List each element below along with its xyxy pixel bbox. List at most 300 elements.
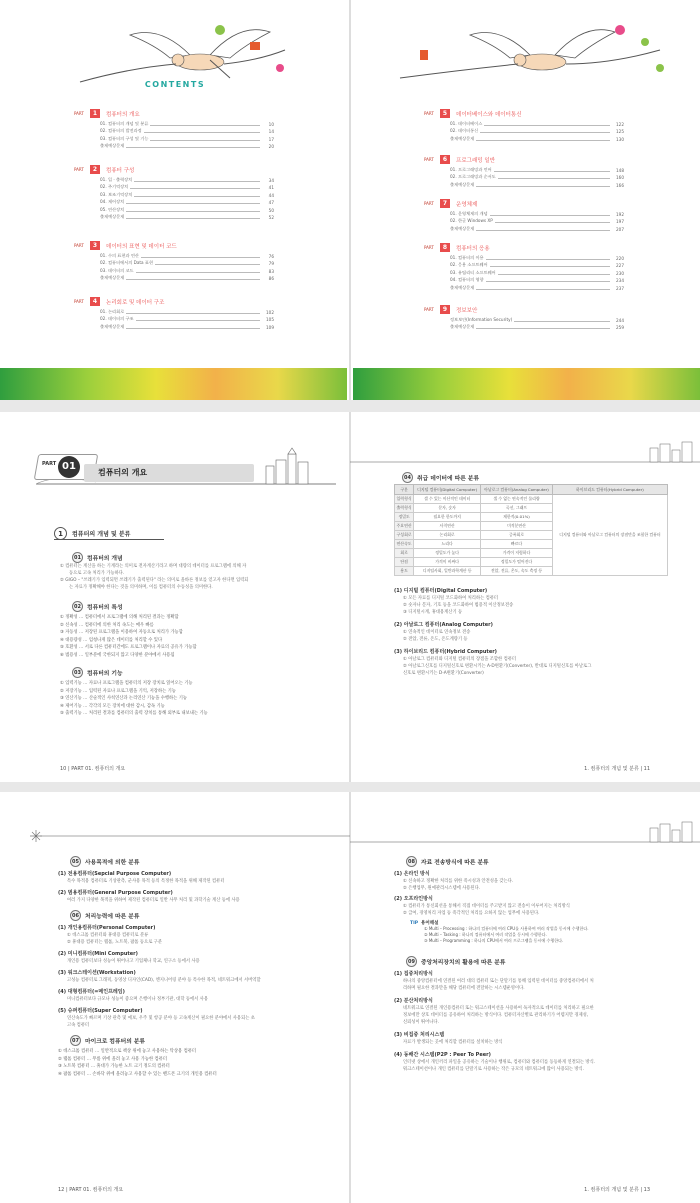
header-buildings-illustration-icon	[350, 440, 700, 468]
toc-leader	[480, 132, 610, 133]
toc-leader	[150, 140, 260, 141]
toc-page-number: 83	[268, 268, 274, 274]
page-10-body: 01 컴퓨터의 개념 ① 컴퓨터는 계산을 하는 기계라는 의미로 전자계산기라고 하며 대량의 데이터를 프로그램에 의해 자 동으로 고속 처리가 가능하다. ② GIGO – "쓰레기가 입력되면 쓰레기가 출력된다" 라는 의미로 올바른 정보를 얻고자 한다면 입력되 는 자료가 정확해야 한다는 것을 의미하며, 이를 컴퓨터의 수동성을 의미한다. 02 컴퓨터의 특성 ① 정확성 … 컴퓨터에서 프로그램에 의해 처리된 결과는 정확함 ② 신속성 … 컴퓨터에 의한 처리 속도는 매우 빠름 ③ 자동성 … 저장된 프로그램을 이용하여 자동으로 처리가 가능함 ④ 대용량성 … 엄청나게 많은 데이터를 처리할 수 있다 ⑤ 호환성 … 서로 다른 컴퓨터간에도 프로그램이나 자료의 공유가 가능함 ⑥ 범용성 … 일부분에 국한되지 않고 다양한 분야에서 사용됨 03 컴퓨터의 기능 ① 입력기능 … 자료나 프로그램을 컴퓨터의 저장 장치로 읽어오는 기능 ② 저장기능 … 입력된 자료나 프로그램을 기억, 저장하는 기능 ③ 연산기능 … 산술적인 사칙연산과 논리연산 기능을 수행하는 기능 ④ 제어기능 … 각각의 모든 장치에 대한 감시, 감독 기능 ⑤ 출력기능 … 처리된 결과를 컴퓨터의 출력 장치를 통해 외부로 내보내는 기능	[60, 552, 335, 718]
pages-10-11-spread	[0, 412, 700, 782]
toc-page-number: 192	[616, 211, 624, 217]
subsection	[394, 970, 676, 992]
toc-leader	[126, 313, 260, 314]
toc-entry-title: 출제예상문제	[450, 284, 475, 290]
toc-entry-title: 02. 응용 소프트웨어	[450, 262, 488, 267]
toc-entry-title: 01. 컴퓨터의 개념 및 분류	[100, 120, 149, 126]
toc-page-number: 41	[268, 185, 274, 190]
toc-leader	[498, 178, 610, 179]
list-item: ② 저장기능 … 입력된 자료나 프로그램을 기억, 저장하는 기능	[60, 688, 176, 694]
toc-entry-title: 출제예상문제	[450, 135, 475, 141]
subsection-title: (2) 분산처리방식	[394, 998, 433, 1004]
toc-entry	[424, 253, 624, 261]
toc-leader	[134, 181, 260, 182]
subsection-heading: 04 취급 데이터에 따른 분류	[402, 472, 479, 483]
subsection-line: ① 연속적인 데이터로 연속정보 전송	[403, 630, 471, 635]
toc-part-heading	[424, 108, 624, 119]
toc-part-block	[424, 304, 624, 330]
toc-entry	[74, 198, 274, 206]
part-number-badge: 3	[90, 241, 100, 250]
toc-entry-title: 02. 컴퓨터에서의 Data 표현	[100, 260, 154, 265]
toc-part-block	[74, 296, 274, 330]
table-cell: 사칙연산	[414, 522, 481, 531]
subsection-heading: 07 마이크로 컴퓨터의 분류	[58, 1035, 338, 1046]
contents-title: CONTENTS	[144, 80, 206, 89]
page-footer: 12 | PART 01. 컴퓨터의 개요	[58, 1187, 124, 1193]
table-header-cell: 하이브리드 컴퓨터(Hybrid Computer)	[552, 485, 667, 495]
toc-entry	[74, 190, 274, 198]
subsection-line: ② 휴대용 컴퓨터는 랩톱, 노트북, 팜톱 등으로 구분	[67, 940, 163, 945]
table-cell: 출력형식	[395, 504, 414, 513]
toc-entry-title: 01. 논리회로	[100, 308, 125, 314]
toc-entry-title: 출제예상문제	[450, 324, 475, 329]
toc-page-number: 10	[268, 121, 274, 127]
toc-entry-title: 01. 컴퓨터의 이용	[450, 254, 484, 260]
part-word: PART	[74, 111, 84, 116]
toc-leader	[126, 328, 260, 329]
part-title: 컴퓨터 구성	[106, 167, 135, 174]
toc-part-heading	[74, 164, 274, 175]
toc-entry	[424, 134, 624, 142]
toc-leader	[514, 321, 610, 322]
table-header-cell: 아날로그 컴퓨터(Analog Computer)	[481, 485, 553, 495]
toc-page-number: 105	[266, 317, 274, 322]
subsection-title: (1) 집중처리방식	[394, 971, 433, 977]
subsection	[394, 997, 676, 1026]
toc-entry	[424, 323, 624, 331]
part-number-badge: 9	[440, 305, 450, 314]
subsection-line: 자료가 발생되는 곳에 처리할 컴퓨터를 설치하는 방식	[403, 1040, 503, 1045]
toc-part-block	[424, 198, 624, 232]
toc-entry-title: 출제예상문제	[450, 181, 475, 187]
table-cell: 정밀도가 높다	[414, 549, 481, 558]
table-cell: 단점	[395, 558, 414, 567]
section-number: 1	[54, 527, 67, 540]
toc-page-number: 207	[616, 226, 624, 232]
subsection-line: ② 아날로그신호를 디지털신호로 변환시키는 A-D변환기(Converter), 반대로 디지털신호를 아날로그	[403, 664, 592, 669]
toc-entry	[74, 274, 274, 282]
toc-entry	[74, 266, 274, 274]
subsection-line: 리하며 필요한 결과만을 해당 컴퓨터에 전달하는 시스템운영이다.	[403, 986, 525, 991]
subsection-line: ① 아날로그 컴퓨터와 디지털 컴퓨터의 장점을 조합한 컴퓨터	[403, 657, 517, 662]
toc-leader	[126, 147, 260, 148]
table-header-cell: 디지털 컴퓨터(Digital Computer)	[414, 485, 481, 495]
toc-entry-title: 정보보안(Information Security)	[450, 316, 513, 322]
toc-part-heading	[424, 154, 624, 165]
subsection-line: ② 은행업무, 원예관리시스템에 사용된다.	[403, 886, 481, 891]
toc-entry	[424, 173, 624, 181]
toc-page-number: 109	[266, 324, 274, 330]
subsection	[58, 988, 338, 1003]
subsection	[58, 889, 338, 904]
toc-part-heading	[74, 108, 274, 119]
toc-leader	[486, 281, 610, 282]
toc-leader	[126, 218, 260, 219]
subsection-line: ② 전압, 전류, 온도, 온도계량기 등	[403, 637, 468, 642]
toc-leader	[495, 222, 610, 223]
subsection-line: 여러 가지 다양한 목적을 위하여 제작된 컴퓨터로 일반 사무 처리 및 과학기술 계산 등에 사용	[67, 898, 240, 903]
subsection	[394, 587, 674, 616]
toc-leader	[490, 266, 610, 267]
table-cell: 전압, 전류, 온도, 속도 측정 등	[481, 567, 553, 576]
table-cell: 정밀도가 떨어진다	[481, 558, 553, 567]
toc-entry	[424, 268, 624, 276]
subsection	[58, 969, 338, 984]
toc-part-heading	[74, 296, 274, 307]
table-cell: 증폭회로	[481, 531, 553, 540]
toc-page-number: 234	[616, 278, 624, 283]
subsection-line: ② 급여, 경영처리 자업 등 즉각적인 처리를 요하지 않는 업무에 사용된다.	[403, 911, 540, 916]
subsection-heading: 03 컴퓨터의 기능	[60, 667, 335, 678]
part-word: PART	[74, 167, 84, 172]
page-12-body	[58, 856, 338, 1078]
toc-entry-title: 02. 데이터통신	[450, 128, 479, 133]
table-cell: 가격이 비싸다	[414, 558, 481, 567]
toc-entry	[74, 127, 274, 135]
subsection	[58, 1007, 338, 1029]
toc-entry-title: 출제예상문제	[100, 275, 125, 280]
toc-page-number: 20	[268, 144, 274, 149]
header-line-star-icon	[30, 828, 350, 844]
toc-entry	[74, 142, 274, 150]
toc-entry	[424, 180, 624, 188]
part-title: 프로그래밍 일반	[456, 157, 495, 164]
subsection-heading: 05 사용목적에 의한 분류	[58, 856, 338, 867]
toc-entry-title: 01. 프로그래밍과 언어	[450, 166, 492, 172]
table-cell: 연산속도	[395, 540, 414, 549]
table-cell: 셀 수 없는 연속적인 물리량	[481, 495, 553, 504]
toc-page-number: 76	[268, 253, 274, 259]
toc-page-number: 259	[616, 325, 624, 330]
toc-entry	[424, 127, 624, 135]
table-header-cell: 구분	[395, 485, 414, 495]
subsection-title: (1) 전용컴퓨터(Sepcial Purpose Computer)	[58, 871, 172, 877]
table-cell: 회로	[395, 549, 414, 558]
toc-part-block	[424, 154, 624, 188]
toc-entry-title: 출제예상문제	[100, 214, 125, 219]
toc-entry	[74, 307, 274, 315]
list-item: ⑤ 출력기능 … 처리된 결과를 컴퓨터의 출력 장치를 통해 외부로 내보내는 기능	[60, 711, 208, 716]
toc-part-block	[74, 164, 274, 220]
page-footer: 1. 컴퓨터의 개념 및 분류 | 11	[584, 766, 650, 772]
toc-part-block	[74, 108, 274, 149]
toc-entry	[74, 119, 274, 127]
subsection-heading: 08 자료 전송방식에 따른 분류	[394, 856, 676, 867]
table-row	[395, 495, 668, 504]
list-item: ③ 연산기능 … 산술적인 사칙연산과 논리연산 기능을 수행하는 기능	[60, 696, 187, 701]
toc-entry	[424, 261, 624, 269]
part-word: PART	[74, 243, 84, 248]
table-cell: 곡선, 그래프	[481, 504, 553, 513]
toc-page-number: 50	[268, 207, 274, 213]
toc-page-number: 44	[268, 192, 274, 198]
toc-entry	[74, 315, 274, 323]
table-cell: 셀 수 있는 이산적인 데이터	[414, 495, 481, 504]
toc-leader	[476, 230, 610, 231]
toc-page-number: 197	[616, 219, 624, 224]
part-title: 컴퓨터의 개요	[106, 111, 140, 118]
part-title: 정보보안	[456, 307, 478, 314]
toc-page-number: 17	[268, 136, 274, 142]
list-item: ② Multi – Tasking : 하나의 컴퓨터에서 여러 작업을 동시에 수행한다.	[424, 932, 547, 937]
subsection	[58, 924, 338, 946]
toc-entry-title: 01. 운영체제의 개념	[450, 210, 488, 216]
toc-page-number: 227	[616, 263, 624, 268]
subsection-title: (5) 슈퍼컴퓨터(Super Computer)	[58, 1008, 143, 1014]
table-cell: 디지털사회, 일반과학계산 등	[414, 567, 481, 576]
toc-page-number: 125	[616, 129, 624, 134]
subsection-title: (2) 오프라인방식	[394, 896, 433, 902]
subsection-title: (4) 대형컴퓨터(=메인프레임)	[58, 989, 125, 995]
table-cell: 구성회로	[395, 531, 414, 540]
part-number-badge: 2	[90, 165, 100, 174]
toc-entry	[74, 205, 274, 213]
toc-page-number: 160	[616, 175, 624, 180]
toc-entry-title: 출제예상문제	[450, 225, 475, 231]
toc-leader	[494, 171, 610, 172]
table-cell: 입력형식	[395, 495, 414, 504]
toc-page-number: 14	[268, 129, 274, 134]
subsection-heading: 06 처리능력에 따른 분류	[58, 910, 338, 921]
list-item: ① Multi – Processing : 하나의 컴퓨터에 여러 CPU를 사용하여 여러 작업을 동시에 수행한다.	[424, 926, 589, 931]
toc-entry	[74, 134, 274, 142]
toc-leader	[484, 125, 610, 126]
subsection-line: ① 신속하고 정확한 처리를 위한 즉시성과 안전성을 갖는다.	[403, 879, 514, 884]
toc-leader	[476, 328, 610, 329]
toc-part-heading	[424, 198, 624, 209]
header-buildings-illustration-icon	[350, 820, 700, 848]
part-number: 01	[58, 456, 80, 478]
subsection	[58, 870, 338, 885]
toc-leader	[476, 140, 610, 141]
toc-leader	[126, 279, 260, 280]
toc-entry	[74, 322, 274, 330]
subsection-line: 연산속도가 빠르며 기상 관측 및 예보, 우주 및 항공 분야 등 고속계산이 필요한 분야에서 사용되는 초	[67, 1016, 255, 1021]
toc-leader	[486, 259, 610, 260]
table-cell: 제한적(0.01%)	[481, 513, 553, 522]
toc-entry	[74, 213, 274, 221]
toc-entry-title: 03. 보조기억장치	[100, 191, 133, 197]
toc-entry-title: 01. 수의 표현과 연산	[100, 252, 139, 258]
table-header-row	[395, 485, 668, 495]
table-cell-hybrid: 디지털 컴퓨터와 아날로그 컴퓨터의 장점만을 조합한 컴퓨터	[552, 495, 667, 576]
subsection-line: ① 모든 자료를 디지털 코드화하여 처리하는 컴퓨터	[403, 596, 499, 601]
toc-leader	[141, 257, 260, 258]
toc-entry-title: 05. 연산장치	[100, 206, 125, 212]
subsection-line: 특수 목적용 컴퓨터로 기상관측, 군사용 목적 등의 특정한 목적을 위해 제작된 컴퓨터	[67, 879, 225, 884]
list-item: ④ 팜톱 컴퓨터 … 손바닥 위에 올려놓고 사용할 수 있는 핸드폰 크기의 개인용 컴퓨터	[58, 1071, 217, 1077]
part-number-badge: 5	[440, 109, 450, 118]
part-word: PART	[424, 201, 434, 206]
toc-page-number: 237	[616, 285, 624, 291]
section-heading	[54, 527, 130, 540]
subsection-heading: 01 컴퓨터의 개념	[60, 552, 335, 563]
toc-leader	[490, 215, 610, 216]
toc-page-number: 52	[268, 215, 274, 220]
table-cell: 미적분연산	[481, 522, 553, 531]
toc-entry-title: 01. 입 · 출력장치	[100, 176, 133, 182]
subsection-line: 미니컴퓨터보다 규모나 성능이 좋으며 은행이나 정부기관, 대학 등에서 사용	[67, 997, 208, 1002]
tip-box	[410, 920, 676, 944]
subsection	[394, 621, 674, 643]
toc-entry-title: 02. 데이터의 구조	[100, 316, 134, 321]
computer-comparison-table	[394, 484, 668, 576]
toc-leader	[144, 132, 260, 133]
list-item: ③ 노트북 컴퓨터 … 휴대가 가능한 노트 크기 정도의 컴퓨터	[58, 1064, 170, 1069]
toc-leader	[476, 186, 610, 187]
toc-entry-title: 02. 컴퓨터의 발전과정	[100, 128, 142, 133]
toc-entry-title: 03. 컴퓨터의 구성 및 기능	[100, 135, 149, 141]
subsection-title: (1) 디지털 컴퓨터(Digital Computer)	[394, 588, 488, 594]
subsection	[394, 648, 674, 677]
list-item: ② 랩톱 컴퓨터 … 무릎 위에 올려 놓고 사용 가능한 컴퓨터	[58, 1056, 167, 1062]
toc-entry	[424, 165, 624, 173]
pages-12-13-spread	[0, 792, 700, 1203]
toc-leader	[130, 188, 260, 189]
decorative-gradient-band	[0, 368, 347, 400]
decorative-gradient-band	[353, 368, 700, 400]
toc-entry	[424, 283, 624, 291]
toc-leader	[155, 264, 260, 265]
table-cell: 논리회로	[414, 531, 481, 540]
list-item: ④ 제어기능 … 각각의 모든 장치에 대한 감시, 감독 기능	[60, 703, 165, 709]
list-item: ① 정확성 … 컴퓨터에서 프로그램에 의해 처리된 결과는 정확함	[60, 615, 179, 620]
toc-part-heading	[74, 240, 274, 251]
tip-label: TIP	[410, 920, 419, 926]
subsection-title: (3) 하이브리드 컴퓨터(Hybrid Computer)	[394, 649, 497, 655]
toc-page-number: 122	[616, 121, 624, 127]
list-item: ⑤ 호환성 … 서로 다른 컴퓨터간에도 프로그램이나 자료의 공유가 가능함	[60, 645, 197, 650]
toc-leader	[134, 196, 260, 197]
toc-page-number: 166	[616, 182, 624, 188]
subsection-line: ① 데스크톱 컴퓨터와 휴대용 컴퓨터로 분류	[67, 933, 149, 938]
toc-leader	[476, 289, 610, 290]
toc-leader	[498, 274, 610, 275]
subsection	[394, 1051, 676, 1073]
subsection-line: ① 컴퓨터가 통신회선을 통해서 직접 데이터를 주고받지 않고 전송이 이루어지는 처리방식	[403, 904, 570, 909]
table-cell: 문자, 숫자	[414, 504, 481, 513]
part-word: PART	[424, 157, 434, 162]
subsection	[394, 870, 676, 892]
subsection	[394, 1031, 676, 1046]
toc-entry	[424, 224, 624, 232]
subsection	[394, 895, 676, 917]
subsection-line: ③ 디지털시계, 휴대용계산기 등	[403, 610, 463, 615]
part-word: PART	[74, 299, 84, 304]
subsection-line: 고성능 컴퓨터로 그래픽, 동영상 디자인(CAD), 엔지니어링 분야 등 특수한 목적, 네트워크에서 서버역할	[67, 978, 261, 983]
toc-entry	[424, 315, 624, 323]
list-item: ① 데스크톱 컴퓨터 … 일반적으로 책상 위에 놓고 사용하는 탁상용 컴퓨터	[58, 1049, 197, 1054]
part-word: PART	[42, 461, 57, 467]
subsection-title: (2) 아날로그 컴퓨터(Analog Computer)	[394, 622, 493, 628]
part-word: PART	[424, 111, 434, 116]
toc-entry-title: 02. 한글 Windows XP	[450, 218, 493, 223]
subsection-line: 워크스테이션이나 개인 컴퓨터를 단말기로 사용하는 작은 규모의 네트워크에 많이 사용되는 방식.	[403, 1067, 585, 1072]
list-item: ③ 자동성 … 저장된 프로그램을 이용하여 자동으로 처리가 가능함	[60, 630, 183, 635]
contents-spread	[0, 0, 700, 400]
section-title: 컴퓨터의 개념 및 분류	[72, 531, 131, 538]
tip-heading: 용어해설	[421, 921, 439, 926]
table-cell: 정밀도	[395, 513, 414, 522]
table-cell: 가격이 저렴하다	[481, 549, 553, 558]
toc-entry	[74, 183, 274, 191]
part-title: 컴퓨터의 응용	[456, 245, 490, 252]
subsection-line: 신뢰성이 뛰어나다.	[403, 1020, 439, 1025]
gutter	[349, 0, 351, 400]
toc-part-block	[424, 242, 624, 291]
toc-page-number: 220	[616, 255, 624, 261]
page-footer: 1. 컴퓨터의 개념 및 분류 | 13	[584, 1187, 650, 1193]
list-item: ① 입력기능 … 자료나 프로그램을 컴퓨터의 저장 장치로 읽어오는 기능	[60, 681, 193, 686]
table-cell: 느리다	[414, 540, 481, 549]
part-number-badge: 7	[440, 199, 450, 208]
gutter	[349, 792, 351, 1203]
table-cell: 빠르다	[481, 540, 553, 549]
page-13-body	[394, 856, 676, 1078]
chapter-title: 컴퓨터의 개요	[84, 464, 254, 482]
part-title: 데이터베이스와 데이터통신	[456, 111, 522, 118]
flying-angel-illustration-icon	[380, 20, 680, 90]
table-cell: 용도	[395, 567, 414, 576]
part-number-badge: 8	[440, 243, 450, 252]
list-item: ④ 대용량성 … 엄청나게 많은 데이터를 처리할 수 있다	[60, 637, 163, 643]
part-number-badge: 6	[440, 155, 450, 164]
page-footer: 10 | PART 01. 컴퓨터의 개요	[60, 766, 126, 772]
subsection-line: 정보에만 상호 데이터를 공유하여 처리하는 방식이다. 컴퓨터자산별로 관리하기가 어렵지만 경제성,	[403, 1013, 589, 1018]
toc-part-block	[424, 108, 624, 142]
toc-entry	[74, 251, 274, 259]
toc-entry-title: 출제예상문제	[100, 323, 125, 329]
toc-leader	[126, 203, 260, 204]
toc-entry-title: 02. 프로그래밍과 순서도	[450, 174, 496, 179]
toc-entry-title: 01. 데이터베이스	[450, 120, 483, 126]
subsection-title: (1) 온라인 방식	[394, 871, 430, 877]
subsection-line: ② 숫자나 문자, 기호 등을 코드화하여 범용적 이산정보전송	[403, 603, 514, 608]
list-item: ③ Multi – Programming : 하나의 CPU에서 여러 프로그램을 동시에 수행한다.	[424, 938, 564, 943]
toc-page-number: 230	[616, 270, 624, 276]
subsection-title: (2) 범용컴퓨터(General Purpose Computer)	[58, 890, 173, 896]
toc-page-number: 148	[616, 167, 624, 173]
part-word: PART	[424, 245, 434, 250]
part-number-badge: 1	[90, 109, 100, 118]
toc-part-heading	[424, 304, 624, 315]
subsection-line: 인터넷 상에서 개인끼리 파일을 공유하는 기술이나 행위로, 컴퓨터와 컴퓨터를 동등하게 연결되는 방식.	[403, 1060, 596, 1065]
toc-page-number: 102	[266, 309, 274, 315]
toc-leader	[136, 272, 260, 273]
subsection-heading: 09 중앙처리장치의 활용에 따른 분류	[394, 956, 676, 967]
toc-entry-title: 03. 데이터의 코드	[100, 267, 134, 273]
list-item: ② 신속성 … 컴퓨터에 의한 처리 속도는 매우 빠름	[60, 622, 154, 628]
toc-page-number: 86	[268, 276, 274, 281]
table-cell: 주요연산	[395, 522, 414, 531]
subsection-title: (4) 동배간 시스템(P2P : Peer To Peer)	[394, 1052, 491, 1058]
subsection	[58, 950, 338, 965]
toc-part-heading	[424, 242, 624, 253]
toc-leader	[126, 211, 260, 212]
toc-page-number: 34	[268, 177, 274, 183]
toc-leader	[150, 125, 260, 126]
subsection-line: 신호로 변환시키는 D-A변환기(Converter)	[403, 671, 484, 676]
subsection-line: 하나의 중앙컴퓨터에 연결된 여러 대의 컴퓨터 또는 단말기를 통해 입력된 데이터를 중앙컴퓨터에서 처	[403, 979, 594, 984]
part-title: 운영체제	[456, 201, 478, 208]
toc-page-number: 47	[268, 200, 274, 205]
toc-page-number: 244	[616, 317, 624, 323]
toc-entry-title: 04. 제어장치	[100, 199, 125, 204]
